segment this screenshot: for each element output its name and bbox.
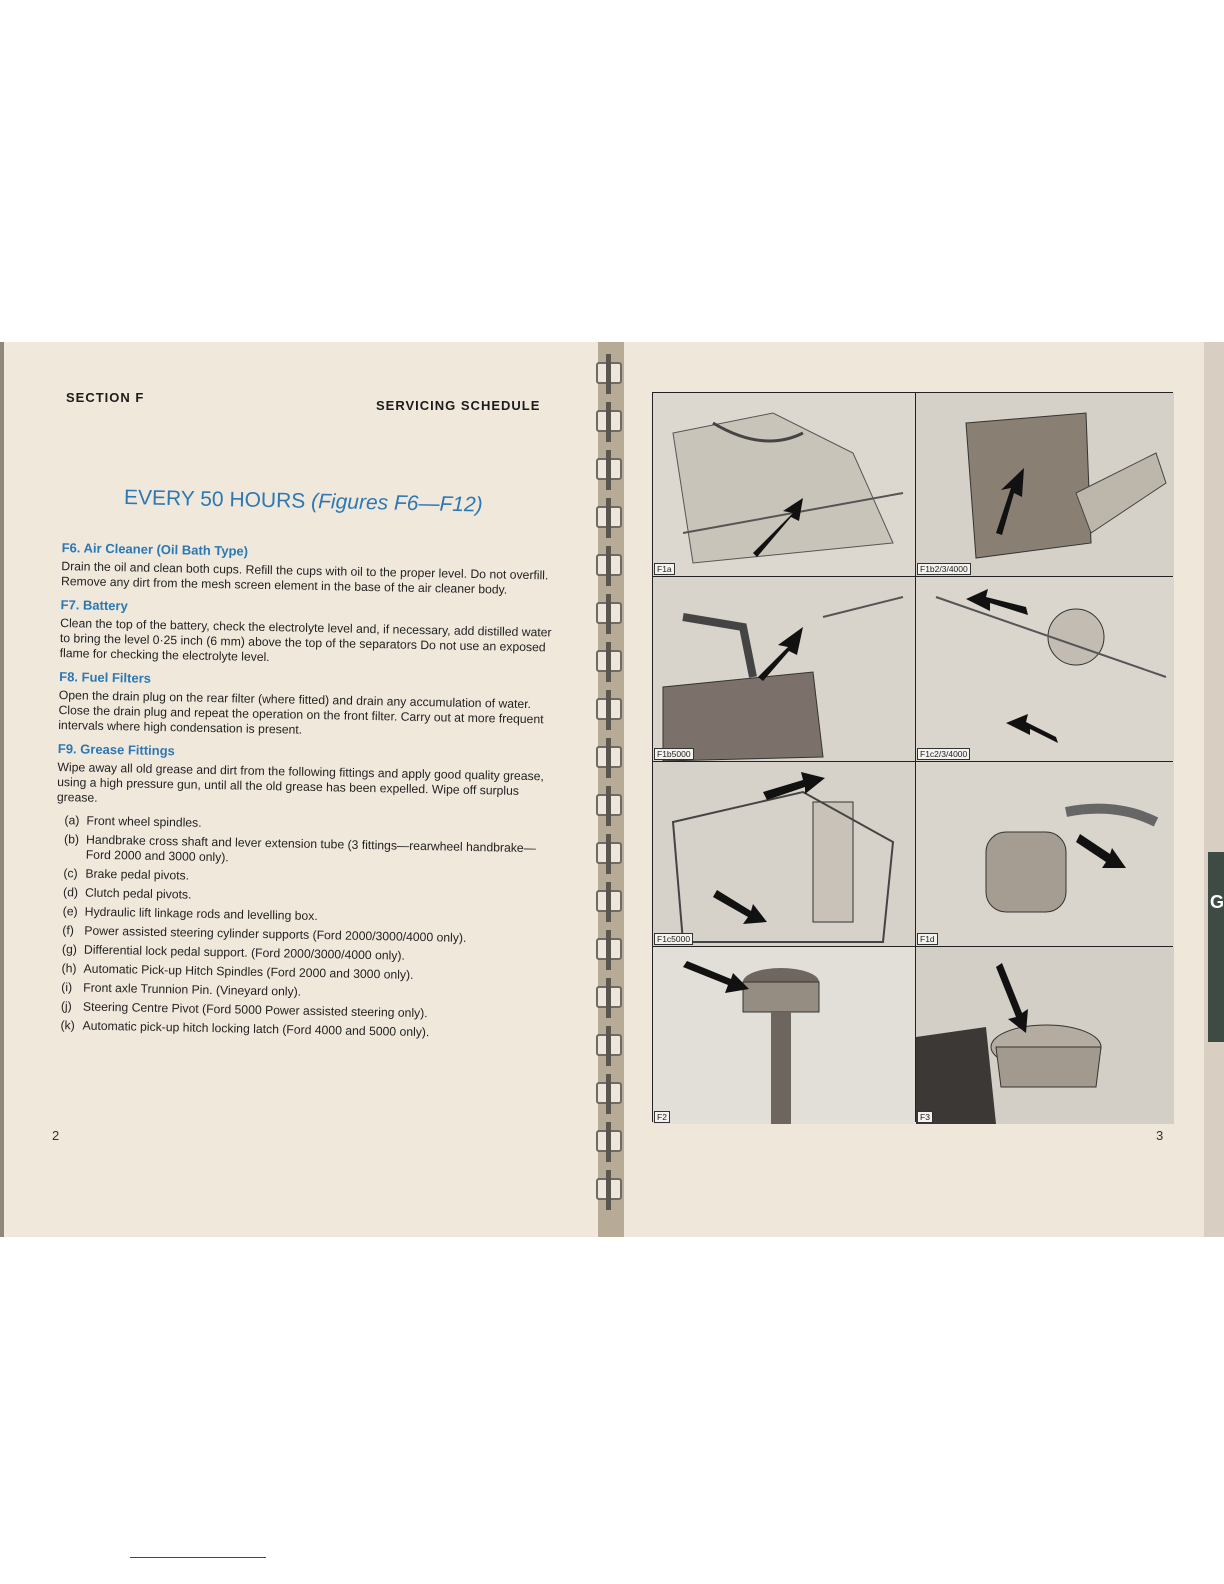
heading-f6: F6. Air Cleaner (Oil Bath Type) (61, 540, 249, 559)
figure-photo-f1b-2-3-4000 (916, 393, 1174, 576)
right-book-edge (1204, 342, 1224, 1237)
engine-photo-illustration (653, 393, 915, 576)
list-text: Power assisted steering cylinder supports (Ford 2000/3000/4000 only). (84, 923, 467, 945)
binding-ring (596, 1130, 622, 1152)
figure-caption: F1c2/3/4000 (917, 748, 970, 760)
list-label: (g) (61, 942, 78, 957)
figure-caption: F1d (917, 933, 938, 945)
list-text: Clutch pedal pivots. (84, 885, 192, 902)
binding-ring (596, 986, 622, 1008)
list-text: Front axle Trunnion Pin. (Vineyard only). (83, 980, 302, 999)
filter-assembly-photo-illustration (653, 762, 915, 946)
text-f6: Drain the oil and clean both cups. Refill the cups with oil to the proper level. Do not overfill. Remove any dirt from the mesh screen element in the base of the air cleaner body. (60, 559, 549, 597)
list-label: (j) (60, 999, 72, 1014)
binding-ring (596, 698, 622, 720)
figure-caption: F1b2/3/4000 (917, 563, 971, 575)
heading-f9: F9. Grease Fittings (57, 741, 176, 759)
figure-photo-f3 (916, 947, 1174, 1124)
figure-photo-f2 (653, 947, 915, 1124)
list-text: Hydraulic lift linkage rods and levelling box. (84, 904, 318, 924)
list-text: Front wheel spindles. (86, 813, 202, 830)
binding-ring (596, 938, 622, 960)
page-number-right: 3 (1156, 1128, 1164, 1143)
figure-caption: F2 (654, 1111, 670, 1123)
text-f9: Wipe away all old grease and dirt from the following fittings and apply good quality grease, using a high pressure gun, until all the old grease has been expelled. Wipe off surplus grease. (56, 760, 544, 805)
fuel-tank-photo-illustration (916, 393, 1174, 576)
title-figure-ref: (Figures F6—F12) (310, 489, 483, 517)
list-label: (b) (63, 832, 80, 847)
sediment-bowl-photo-illustration (916, 762, 1174, 946)
binding-ring (596, 554, 622, 576)
list-text: Handbrake cross shaft and lever extension tube (3 fittings—rearwheel handbrake—Ford 2000 and 3000 only). (85, 832, 536, 865)
list-text: Automatic pick-up hitch locking latch (Ford 4000 and 5000 only). (82, 1018, 430, 1040)
list-label: (e) (62, 904, 78, 919)
binding-ring (596, 362, 622, 384)
oil-cup-photo-illustration (916, 947, 1174, 1124)
heading-f7: F7. Battery (60, 597, 128, 614)
figure-caption: F3 (917, 1111, 933, 1123)
list-text: Automatic Pick-up Hitch Spindles (Ford 2000 and 3000 only). (83, 961, 414, 982)
footer-link-underline (130, 1557, 266, 1558)
running-title: SERVICING SCHEDULE (376, 398, 541, 413)
binding-ring (596, 650, 622, 672)
list-label: (h) (61, 961, 77, 976)
list-label: (f) (62, 923, 75, 938)
binding-ring (596, 1034, 622, 1056)
binding-ring (596, 1178, 622, 1200)
battery-photo-illustration (653, 577, 915, 761)
section-tab (1208, 852, 1224, 1042)
list-text: Brake pedal pivots. (85, 866, 190, 883)
figure-photo-f1d (916, 762, 1174, 946)
binding-ring (596, 506, 622, 528)
figure-caption: F1a (654, 563, 675, 575)
main-title: EVERY 50 HOURS (123, 486, 306, 513)
section-label: SECTION F (66, 390, 145, 405)
list-label: (i) (61, 980, 73, 995)
binding-ring (596, 746, 622, 768)
figure-photo-f1b-5000 (653, 577, 915, 761)
fuel-filter-photo-illustration (916, 577, 1174, 761)
heading-f8: F8. Fuel Filters (59, 669, 152, 686)
figure-photo-f1c-5000 (653, 762, 915, 946)
binding-ring (596, 1082, 622, 1104)
figure-photo-f1c-2-3-4000 (916, 577, 1174, 761)
binding-ring (596, 458, 622, 480)
page-number-left: 2 (52, 1128, 60, 1143)
binding-ring (596, 794, 622, 816)
figure-caption: F1c5000 (654, 933, 693, 945)
grease-fittings-list (52, 813, 552, 1042)
list-label: (a) (64, 813, 80, 828)
list-label: (k) (60, 1018, 75, 1033)
binding-ring (596, 842, 622, 864)
figure-caption: F1b5000 (654, 748, 694, 760)
binding-ring (596, 602, 622, 624)
binding-ring (596, 890, 622, 912)
list-label: (c) (63, 866, 78, 881)
text-f7: Clean the top of the battery, check the electrolyte level and, if necessary, add distilled water to bring the level 0·25 inch (6 mm) above the top of the separators Do not use an exposed flame for checking the electrolyte level. (59, 616, 552, 665)
section-tab-letter: G (1210, 892, 1224, 912)
list-label: (d) (62, 885, 79, 900)
figure-photo-f1a (653, 393, 915, 576)
air-cleaner-photo-illustration (653, 947, 915, 1124)
text-f8: Open the drain plug on the rear filter (where fitted) and drain any accumulation of water. Close the drain plug and repeat the operation on the front filter. Carry out at more frequent intervals where high condensation is present. (58, 688, 544, 737)
list-item (56, 832, 552, 872)
binding-ring (596, 410, 622, 432)
list-text: Steering Centre Pivot (Ford 5000 Power assisted steering only). (82, 999, 428, 1021)
figure-grid (652, 392, 1173, 1122)
left-page (4, 342, 598, 1237)
list-text: Differential lock pedal support. (Ford 2000/3000/4000 only). (83, 942, 405, 963)
page-body (48, 532, 558, 1047)
page-title (124, 486, 483, 518)
